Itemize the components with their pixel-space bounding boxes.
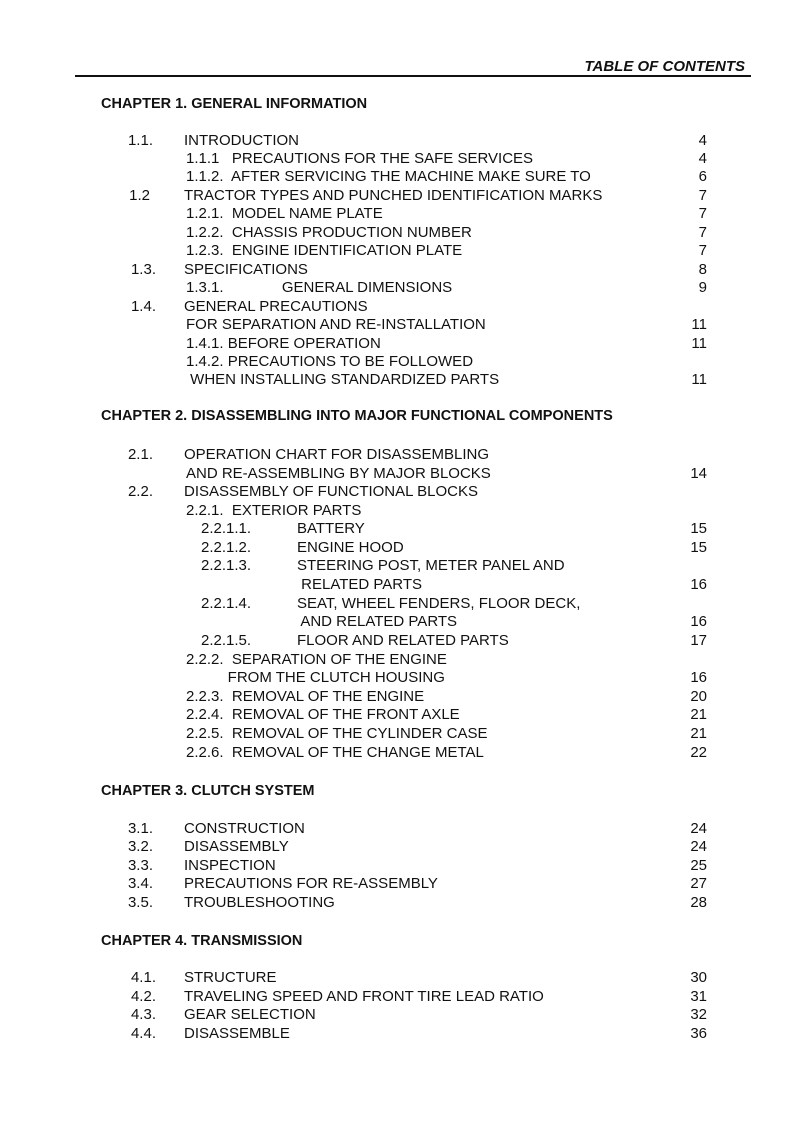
page-number: 20 [690, 688, 707, 705]
toc-entry[interactable] [0, 261, 794, 279]
page-number: 30 [690, 969, 707, 986]
entry-number: 4.1. [130, 969, 156, 986]
page-number: 17 [690, 632, 707, 649]
entry-title: INSPECTION [184, 857, 276, 874]
toc-entry[interactable] [0, 595, 794, 613]
entry-number: 1.1. [127, 132, 153, 149]
entry-title: FROM THE CLUTCH HOUSING [186, 669, 445, 686]
toc-entry[interactable] [0, 1025, 794, 1043]
entry-number: 4.3. [130, 1006, 156, 1023]
toc-entry[interactable] [0, 353, 794, 371]
entry-subtitle: RELATED PARTS [297, 576, 423, 593]
toc-entry[interactable] [0, 613, 794, 631]
page-number: 7 [698, 205, 707, 222]
page-number: 31 [690, 988, 707, 1005]
toc-entry[interactable] [0, 857, 794, 875]
page-number: 7 [698, 187, 707, 204]
entry-title: DISASSEMBLY [184, 838, 289, 855]
page-number: 7 [698, 242, 707, 259]
toc-entry[interactable] [0, 688, 794, 706]
entry-number: 3.4. [127, 875, 153, 892]
entry-title: GENERAL PRECAUTIONS [184, 298, 368, 315]
toc-entry[interactable] [0, 465, 794, 483]
page-number: 9 [698, 279, 707, 296]
entry-title: 2.2.5. REMOVAL OF THE CYLINDER CASE [186, 725, 488, 742]
page-number: 21 [690, 725, 707, 742]
entry-subtitle: FLOOR AND RELATED PARTS [297, 632, 509, 649]
entry-title: AND RE-ASSEMBLING BY MAJOR BLOCKS [186, 465, 491, 482]
entry-title: 1.1.1 PRECAUTIONS FOR THE SAFE SERVICES [186, 150, 534, 167]
entry-number: 3.2. [127, 838, 153, 855]
page-number: 16 [690, 613, 707, 630]
toc-entry[interactable] [0, 651, 794, 669]
toc-entry[interactable] [0, 632, 794, 650]
entry-title: INTRODUCTION [184, 132, 299, 149]
entry-subtitle: ENGINE HOOD [297, 539, 404, 556]
page-number: 16 [690, 576, 707, 593]
entry-title: 2.2.1.2. [201, 539, 252, 556]
toc-entry[interactable] [0, 706, 794, 724]
entry-number: 3.5. [127, 894, 153, 911]
page-number: 25 [690, 857, 707, 874]
entry-title: 1.4.2. PRECAUTIONS TO BE FOLLOWED [186, 353, 474, 370]
toc-entry[interactable] [0, 725, 794, 743]
entry-title: 1.1.2. AFTER SERVICING THE MACHINE MAKE SURE TO [186, 168, 591, 185]
page-number: 4 [698, 150, 707, 167]
toc-entry[interactable] [0, 316, 794, 334]
entry-subtitle: SEAT, WHEEL FENDERS, FLOOR DECK, [297, 595, 581, 612]
entry-subtitle: AND RELATED PARTS [297, 613, 458, 630]
toc-entry[interactable] [0, 132, 794, 150]
entry-number: 4.4. [130, 1025, 156, 1042]
entry-title: 2.2.2. SEPARATION OF THE ENGINE [186, 651, 447, 668]
page-number: 36 [690, 1025, 707, 1042]
toc-entry[interactable] [0, 205, 794, 223]
toc-entry[interactable] [0, 669, 794, 687]
chapter-title: CHAPTER 1. GENERAL INFORMATION [101, 96, 368, 112]
entry-title: 1.2.1. MODEL NAME PLATE [186, 205, 383, 222]
page-number: 6 [698, 168, 707, 185]
toc-entry[interactable] [0, 988, 794, 1006]
entry-title: 2.2.1.1. [201, 520, 252, 537]
page-number: 24 [690, 838, 707, 855]
page-number: 15 [690, 520, 707, 537]
toc-entry[interactable] [0, 242, 794, 260]
entry-title: 2.2.1. EXTERIOR PARTS [186, 502, 362, 519]
toc-entry[interactable] [0, 520, 794, 538]
entry-number: 1.4. [130, 298, 156, 315]
entry-title: 2.2.1.3. [201, 557, 252, 574]
header-rule [75, 75, 751, 77]
entry-title: PRECAUTIONS FOR RE-ASSEMBLY [184, 875, 438, 892]
entry-subtitle: STEERING POST, METER PANEL AND [297, 557, 565, 574]
page-number: 11 [691, 335, 707, 352]
page-number: 32 [690, 1006, 707, 1023]
toc-entry[interactable] [0, 298, 794, 316]
entry-title: 1.3.1. GENERAL DIMENSIONS [186, 279, 453, 296]
entry-title: 2.2.1.5. [201, 632, 252, 649]
entry-title: 2.2.1.4. [201, 595, 252, 612]
entry-title: 2.2.6. REMOVAL OF THE CHANGE METAL [186, 744, 484, 761]
chapter-title: CHAPTER 3. CLUTCH SYSTEM [101, 783, 315, 799]
toc-entry[interactable] [0, 446, 794, 464]
page-number: 24 [690, 820, 707, 837]
toc-entry[interactable] [0, 502, 794, 520]
page-number: 11 [691, 316, 707, 333]
entry-number: 1.3. [130, 261, 156, 278]
entry-title: SPECIFICATIONS [184, 261, 308, 278]
toc-entry[interactable] [0, 820, 794, 838]
entry-title: TRACTOR TYPES AND PUNCHED IDENTIFICATION MARKS [184, 187, 603, 204]
entry-title: DISASSEMBLY OF FUNCTIONAL BLOCKS [184, 483, 478, 500]
entry-title: OPERATION CHART FOR DISASSEMBLING [184, 446, 490, 463]
entry-title: 1.2.3. ENGINE IDENTIFICATION PLATE [186, 242, 463, 259]
page-number: 28 [690, 894, 707, 911]
toc-entry[interactable] [0, 187, 794, 205]
page-number: 22 [690, 744, 707, 761]
page-number: 8 [698, 261, 707, 278]
entry-title: CONSTRUCTION [184, 820, 305, 837]
toc-entry[interactable] [0, 1006, 794, 1024]
entry-title: 1.2.2. CHASSIS PRODUCTION NUMBER [186, 224, 472, 241]
entry-title: 1.4.1. BEFORE OPERATION [186, 335, 381, 352]
toc-entry[interactable] [0, 969, 794, 987]
toc-entry[interactable] [0, 557, 794, 575]
chapter-title: CHAPTER 2. DISASSEMBLING INTO MAJOR FUNCTIONAL COMPONENTS [101, 408, 613, 424]
entry-title: STRUCTURE [184, 969, 277, 986]
entry-number: 2.2. [127, 483, 153, 500]
toc-entry[interactable] [0, 539, 794, 557]
toc-entry[interactable] [0, 838, 794, 856]
toc-entry[interactable] [0, 894, 794, 912]
chapter-title: CHAPTER 4. TRANSMISSION [101, 933, 303, 949]
entry-number: 3.1. [127, 820, 153, 837]
entry-subtitle: BATTERY [297, 520, 365, 537]
entry-title: TROUBLESHOOTING [184, 894, 335, 911]
entry-title: 2.2.4. REMOVAL OF THE FRONT AXLE [186, 706, 460, 723]
toc-entry[interactable] [0, 279, 794, 297]
entry-title: FOR SEPARATION AND RE-INSTALLATION [186, 316, 486, 333]
page-number: 7 [698, 224, 707, 241]
toc-entry[interactable] [0, 483, 794, 501]
toc-entry[interactable] [0, 335, 794, 353]
toc-entry[interactable] [0, 576, 794, 594]
entry-number: 2.1. [127, 446, 153, 463]
page-number: 16 [690, 669, 707, 686]
entry-title: WHEN INSTALLING STANDARDIZED PARTS [186, 371, 500, 388]
entry-title: GEAR SELECTION [184, 1006, 316, 1023]
entry-title: 2.2.3. REMOVAL OF THE ENGINE [186, 688, 425, 705]
page-number: 4 [698, 132, 707, 149]
page-number: 11 [691, 371, 707, 388]
toc-entry[interactable] [0, 168, 794, 186]
entry-number: 3.3. [127, 857, 153, 874]
page-number: 14 [690, 465, 707, 482]
entry-number: 4.2. [130, 988, 156, 1005]
page-number: 21 [690, 706, 707, 723]
toc-entry[interactable] [0, 371, 794, 389]
entry-title: TRAVELING SPEED AND FRONT TIRE LEAD RATIO [184, 988, 544, 1005]
toc-entry[interactable] [0, 875, 794, 893]
entry-number: 1.2 [129, 187, 150, 204]
page-number: 15 [690, 539, 707, 556]
toc-entry[interactable] [0, 150, 794, 168]
entry-title: DISASSEMBLE [184, 1025, 290, 1042]
toc-entry[interactable] [0, 224, 794, 242]
toc-entry[interactable] [0, 744, 794, 762]
header-title: TABLE OF CONTENTS [584, 58, 745, 75]
page-number: 27 [690, 875, 707, 892]
